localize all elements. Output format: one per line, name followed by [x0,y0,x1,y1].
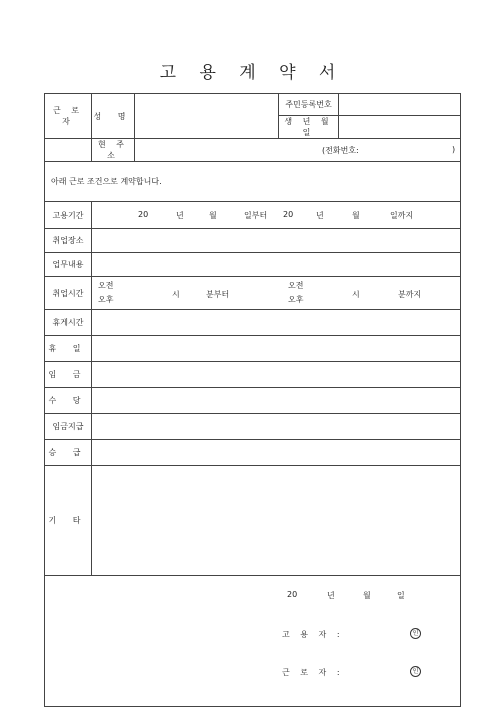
etc-field[interactable] [92,466,461,576]
name-field[interactable] [135,94,279,139]
start-day-unit: 일부터 [244,211,268,220]
address-label: 현 주 소 [92,139,135,162]
period-field[interactable] [92,202,461,229]
duty-row [45,253,461,277]
end-am: 오전 [288,281,304,290]
name-label: 성 명 [92,94,135,139]
start-hour-unit: 시 [172,290,180,299]
break-row [45,310,461,336]
employer-label: 고 용 자 : [282,630,344,639]
holiday-label: 휴 일 [45,336,92,362]
wage-row [45,362,461,388]
payday-field[interactable] [92,414,461,440]
break-label: 휴게시간 [45,310,92,336]
allowance-label: 수 당 [45,388,92,414]
sign-year-unit: 년 [327,591,335,600]
birth-label: 생 년 월 일 [279,116,339,139]
raise-row [45,440,461,466]
etc-row [45,466,461,576]
worker-row-1 [45,94,461,116]
holiday-row [45,336,461,362]
end-ampm [288,279,303,307]
employee-label: 근 로 자 : [282,668,344,677]
address-field[interactable] [135,139,461,162]
hours-row [45,277,461,310]
wage-label: 임 금 [45,362,92,388]
end-day-unit: 일까지 [390,211,414,220]
end-year: 20 [283,210,294,219]
payday-row [45,414,461,440]
period-label: 고용기간 [45,202,92,229]
duty-field[interactable] [92,253,461,277]
end-minute-unit: 분까지 [398,290,422,299]
hours-label: 취업시간 [45,277,92,310]
holiday-field[interactable] [92,336,461,362]
wage-field[interactable] [92,362,461,388]
document-title: 고 용 계 약 서 [159,63,345,83]
hours-field[interactable] [92,277,461,310]
end-month-unit: 월 [352,211,360,220]
address-blank [45,139,92,162]
employer-seal-icon[interactable]: 인 [410,628,421,639]
worker-label: 근 로 자 [45,94,92,139]
phone-close: ) [452,145,456,154]
etc-label: 기 타 [45,466,92,576]
allowance-field[interactable] [92,388,461,414]
rrn-field[interactable] [339,94,461,116]
start-am: 오전 [98,281,114,290]
start-pm: 오후 [98,295,114,304]
intro-text: 아래 근로 조건으로 계약합니다. [45,162,461,202]
start-ampm [98,279,113,307]
phone-label: (전화번호: [322,146,359,155]
payday-label: 임금지급 [45,414,92,440]
employee-seal-icon[interactable]: 인 [410,666,421,677]
intro-row [45,162,461,202]
end-hour-unit: 시 [352,290,360,299]
address-row [45,139,461,162]
start-year: 20 [138,210,149,219]
sign-day-unit: 일 [397,591,405,600]
workplace-row [45,229,461,253]
rrn-label: 주민등록번호 [279,94,339,116]
start-minute-unit: 분부터 [206,290,230,299]
workplace-label: 취업장소 [45,229,92,253]
contract-form [44,93,461,707]
signature-row [45,576,461,707]
period-row [45,202,461,229]
sign-year: 20 [287,590,298,599]
duty-label: 업무내용 [45,253,92,277]
end-year-unit: 년 [316,211,324,220]
break-field[interactable] [92,310,461,336]
start-month-unit: 월 [209,211,217,220]
sign-month-unit: 월 [363,591,371,600]
end-pm: 오후 [288,295,304,304]
raise-label: 승 급 [45,440,92,466]
raise-field[interactable] [92,440,461,466]
birth-field[interactable] [339,116,461,139]
allowance-row [45,388,461,414]
start-year-unit: 년 [176,211,184,220]
workplace-field[interactable] [92,229,461,253]
signature-block [45,576,461,707]
